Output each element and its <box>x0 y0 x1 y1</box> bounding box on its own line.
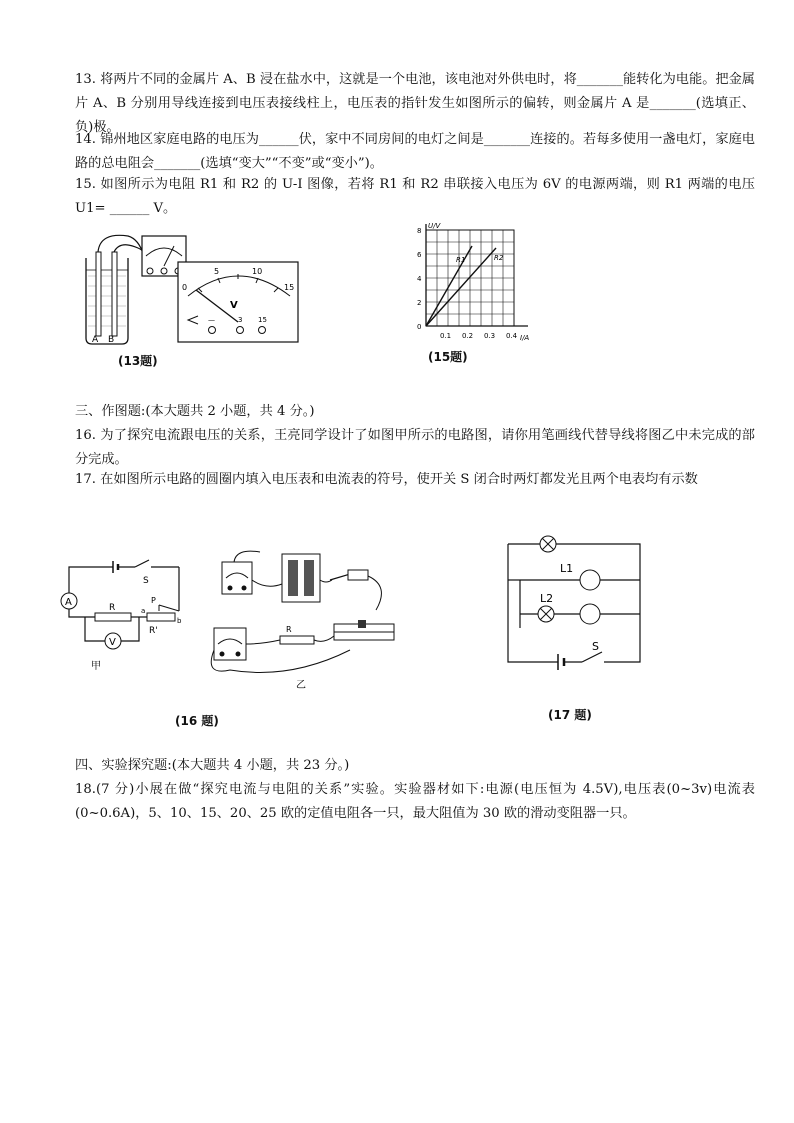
ytick-2: 2 <box>417 299 422 307</box>
scale-15: 15 <box>284 283 295 292</box>
ytick-0: 0 <box>417 323 422 331</box>
label-jia: 甲 <box>91 661 101 672</box>
terminal-minus: — <box>208 316 215 324</box>
question-17: 17. 在如图所示电路的圆圈内填入电压表和电流表的符号，使开关 S 闭合时两灯都发光且两个电表均有示数 <box>75 472 698 487</box>
yi-resistor-label: R <box>286 625 292 634</box>
resistor-r-label: R <box>109 603 116 613</box>
section-3-title: 三、作图题:(本大题共 2 小题，共 4 分。) <box>75 404 315 419</box>
ammeter-symbol: A <box>65 597 72 608</box>
terminal-15: 15 <box>258 316 267 324</box>
voltmeter-symbol: V <box>109 637 116 648</box>
caption-15: (15题) <box>428 350 468 364</box>
xtick-02: 0.2 <box>462 332 474 340</box>
meter-circle-upper <box>580 570 600 590</box>
ytick-6: 6 <box>417 251 422 259</box>
question-16: 16. 为了探究电流跟电压的关系，王亮同学设计了如图甲所示的电路图，请你用笔画线代替导线将图乙中未完成的部分完成。 <box>75 428 755 467</box>
scale-5: 5 <box>214 267 220 276</box>
meter-symbol: V <box>230 300 238 311</box>
x-axis-label: I/A <box>520 334 530 342</box>
plate-b-label: B <box>108 335 115 345</box>
scale-0: 0 <box>182 283 188 292</box>
slider-p-label: P <box>151 596 156 605</box>
question-13: 13. 将两片不同的金属片 A、B 浸在盐水中，这就是一个电池，该电池对外供电时，将_______能转化为电能。把金属片 A、B 分别用导线连接到电压表接线柱上，电压表的指针发生如图所示的偏转，则金属片 A 是_______(选填正、负)极。 <box>75 72 755 135</box>
caption-16: (16 题) <box>175 714 219 728</box>
y-axis-label: U/V <box>428 222 441 230</box>
label-yi: 乙 <box>296 680 306 690</box>
figure-16-jia <box>55 555 190 675</box>
plate-a-label: A <box>92 335 99 345</box>
question-18: 18.(7 分)小展在做“探究电流与电阻的关系”实验。实验器材如下:电源(电压恒为 4.5V),电压表(0~3v)电流表(0~0.6A)，5、10、15、20、25 欧的定值电阻各一只，最大阻值为 30 欧的滑动变阻器一只。 <box>75 782 755 821</box>
section-4-title: 四、实验探究题:(本大题共 4 小题，共 23 分。) <box>75 758 350 773</box>
question-14: 14. 锦州地区家庭电路的电压为______伏，家中不同房间的电灯之间是_______连接的。若每多使用一盏电灯，家庭电路的总电阻会_______(选填“变大”“不变”或“变小”)。 <box>75 132 755 171</box>
meter-circle-lower <box>580 604 600 624</box>
switch-s-label: S <box>143 576 149 586</box>
lamp-l2-label: L2 <box>540 592 554 605</box>
label-r2: R2 <box>494 254 504 262</box>
ytick-4: 4 <box>417 275 422 283</box>
scale-10: 10 <box>252 267 263 276</box>
switch-s-label: S <box>592 640 599 653</box>
terminal-a-label: a <box>141 607 146 615</box>
question-15: 15. 如图所示为电阻 R1 和 R2 的 U-I 图像，若将 R1 和 R2 串联接入电压为 6V 的电源两端，则 R1 两端的电压 U1= ______ V。 <box>75 177 755 216</box>
caption-13: (13题) <box>118 354 158 368</box>
terminal-3: 3 <box>238 316 243 324</box>
figure-13 <box>78 226 303 351</box>
rheostat-label: R' <box>149 626 158 636</box>
lamp-l1-label: L1 <box>560 562 574 575</box>
terminal-b-label: b <box>177 617 182 625</box>
ytick-8: 8 <box>417 227 422 235</box>
caption-17: (17 题) <box>548 708 592 722</box>
label-r1: R1 <box>456 256 466 264</box>
figure-15 <box>408 220 548 342</box>
xtick-04: 0.4 <box>506 332 518 340</box>
xtick-01: 0.1 <box>440 332 452 340</box>
figure-17 <box>500 528 645 678</box>
xtick-03: 0.3 <box>484 332 496 340</box>
figure-16-yi <box>200 540 410 690</box>
